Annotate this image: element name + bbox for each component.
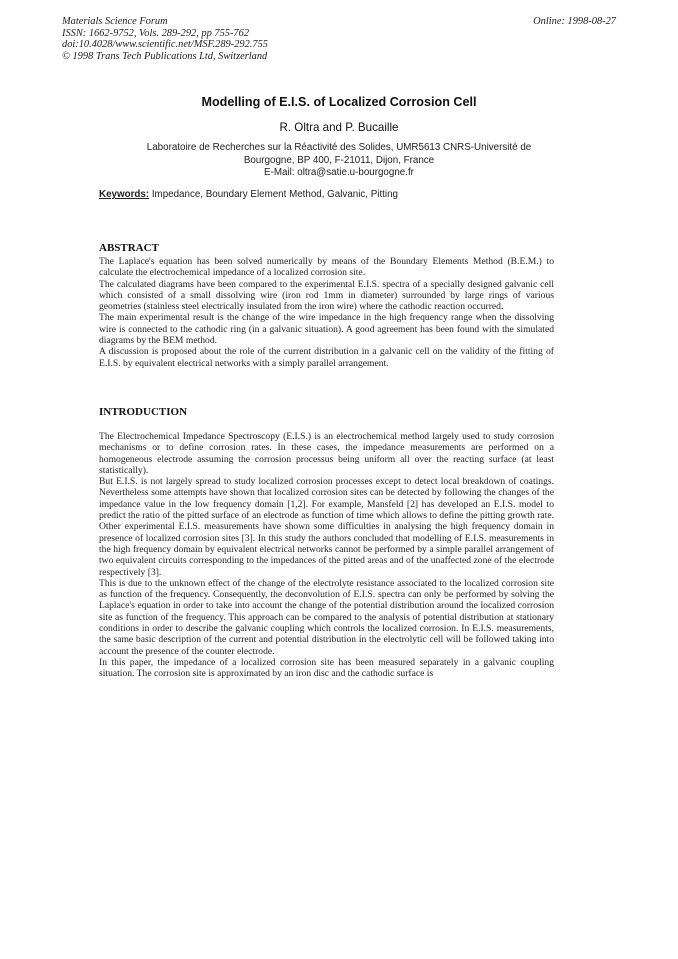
affiliation bbox=[0, 142, 678, 180]
abstract-paragraph: The Laplace's equation has been solved numerically by means of the Boundary Elements Method (B.E.M.) to calculate the electrochemical impedance of a localized corrosion site. bbox=[99, 256, 554, 279]
introduction-paragraph: The Electrochemical Impedance Spectroscopy (E.I.S.) is an electrochemical method largely used to study corrosion mechanisms or to define corrosion rates. In these cases, the impedance measurements are performed on a homogeneous electrode assuming the corrosion processus being uniform all over the reacting surface (at least statistically). bbox=[99, 431, 554, 476]
introduction-paragraph: This is due to the unknown effect of the change of the electrolyte resistance associated to the localized corrosion site as function of the frequency. Consequently, the deconvolution of E.I.S. spectra can only be performed by solving the Laplace's equation in order to take into account the change of the potential distribution around the localized corrosion site as function of the frequency. This approach can be compared to the analysis of potential distribution at stationary conditions in order to describe the galvanic coupling which controls the localized corrosion. In E.I.S. measurements, the same basic description of the current and potential distribution in the electrolytic cell will be followed taking into account the presence of the counter electrode. bbox=[99, 577, 554, 657]
abstract-paragraph: A discussion is proposed about the role of the current distribution in a galvanic cell on the validity of the fitting of E.I.S. by equivalent electrical networks with a simply parallel arrangement. bbox=[99, 346, 554, 369]
affiliation-line: Bourgogne, BP 400, F-21011, Dijon, France bbox=[243, 154, 435, 166]
keywords-list: Impedance, Boundary Element Method, Galvanic, Pitting bbox=[151, 189, 398, 200]
affiliation-line: Laboratoire de Recherches sur la Réactivité des Solides, UMR5613 CNRS-Université de bbox=[146, 142, 532, 153]
copyright-line: © 1998 Trans Tech Publications Ltd, Switzerland bbox=[62, 50, 268, 62]
abstract-body bbox=[99, 256, 554, 369]
keywords-label: Keywords: bbox=[99, 189, 150, 200]
abstract-paragraph: The calculated diagrams have been compared to the experimental E.I.S. spectra of a specially designed galvanic cell which consisted of a small dissolving wire (iron rod 1mm in diameter) surrounded by large rings of various geometries (stainless steel electrically insulated from the iron wire) where the cathodic reaction occurred. bbox=[99, 278, 554, 313]
introduction-paragraph: In this paper, the impedance of a localized corrosion site has been measured separately in a galvanic coupling situation. The corrosion site is approximated by an iron disc and the cathodic surface is bbox=[99, 656, 554, 680]
introduction-body bbox=[99, 431, 554, 680]
journal-name: Materials Science Forum bbox=[62, 16, 168, 27]
paper-authors: R. Oltra and P. Bucaille bbox=[279, 121, 399, 134]
abstract-paragraph: The main experimental result is the change of the wire impedance in the high frequency range when the dissolving wire is connected to the cathodic ring (in a galvanic situation). A good agreement has been found with the simulated diagrams by the BEM method. bbox=[99, 312, 554, 347]
affiliation-email: E-Mail: oltra@satie.u-bourgogne.fr bbox=[264, 167, 414, 179]
doi-line: doi:10.4028/www.scientific.net/MSF.289-292.755 bbox=[62, 39, 268, 51]
keywords bbox=[99, 189, 398, 200]
paper-title: Modelling of E.I.S. of Localized Corrosion Cell bbox=[201, 95, 477, 109]
introduction-heading: INTRODUCTION bbox=[99, 406, 188, 418]
introduction-paragraph: But E.I.S. is not largely spread to study localized corrosion processes except to detect local breakdown of coatings. Nevertheless some attempts have shown that localized corrosion sites can be detected by following the changes of the impedance value in the low frequency domain [1,2]. For example, Mansfeld [2] has developed an E.I.S. model to predict the ratio of the pitted surface of an electrode as function of time which allows to define the pitting growth rate. Other experimental E.I.S. measurements have shown some difficulties in analysing the high frequency domain in presence of localized corrosion sites [3]. In this study the authors concluded that modelling of E.I.S. measurements in the high frequency domain by equivalent electrical networks cannot be performed by a simple parallel arrangement of two equivalent circuits corresponding to the impedances of the pitted areas and of the unaffected zone of the electrode respectively [3]. bbox=[99, 476, 554, 578]
issn-line: ISSN: 1662-9752, Vols. 289-292, pp 755-762 bbox=[62, 27, 250, 39]
journal-header bbox=[62, 16, 268, 62]
abstract-heading: ABSTRACT bbox=[99, 242, 159, 254]
online-date: Online: 1998-08-27 bbox=[533, 16, 616, 27]
